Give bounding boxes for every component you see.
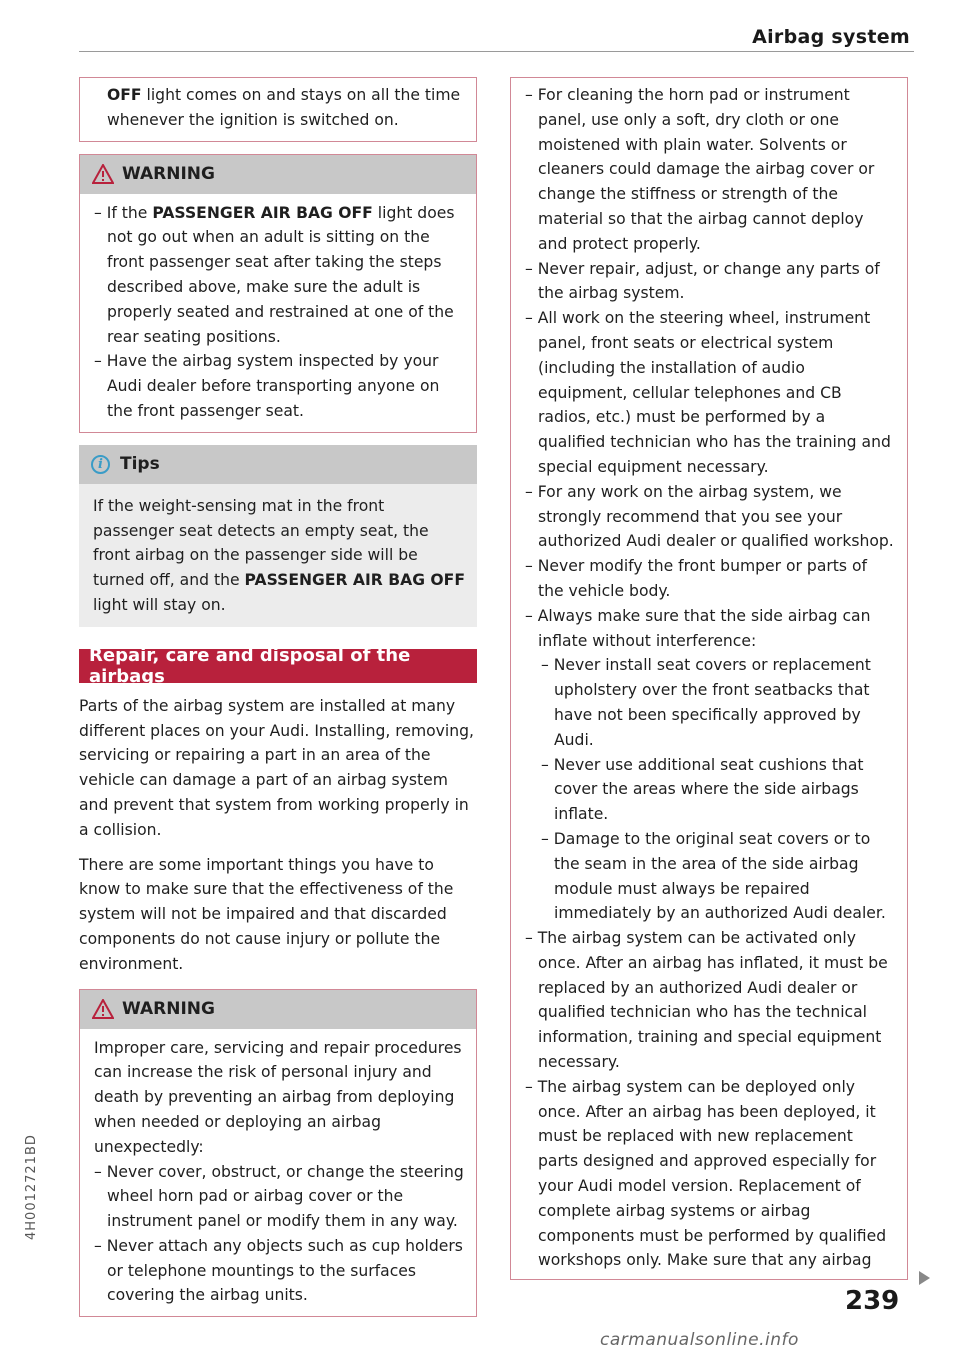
- item-text: Always make sure that the side airbag can inflate without interference:: [537, 606, 871, 650]
- list-item: – All work on the steering wheel, instrument panel, front seats or electrical system (including the installation of audio equipment, cellular telephones and CB radios, etc.) must be performed by a qualified technician who has the training and special equipment necessary.: [525, 309, 891, 476]
- continue-arrow-icon: [919, 1271, 930, 1285]
- warning-item: – Never cover, obstruct, or change the steering wheel horn pad or airbag cover or the instrument panel or modify them in any way.: [94, 1162, 464, 1231]
- tips-heading: Tips: [120, 454, 160, 475]
- item-text: Have the airbag system inspected by your Audi dealer before transporting anyone on the front passenger seat.: [106, 352, 440, 420]
- header-rule: [79, 51, 914, 52]
- list-item: – Never modify the front bumper or parts of the vehicle body.: [525, 557, 868, 600]
- item-text: Never cover, obstruct, or change the steering wheel horn pad or airbag cover or the instrument panel or modify them in any way.: [106, 1162, 464, 1231]
- tips-header: [79, 445, 477, 484]
- list-item: – The airbag system can be deployed only once. After an airbag has been deployed, it must be replaced with new replacement parts designed and approved especially for your Audi model version. Replacement of complete airbag systems or airbag components must be performed by qualified workshops only. Make sure that any airbag: [525, 1077, 887, 1270]
- warning-icon: [92, 164, 114, 184]
- item-text: For any work on the airbag system, we strongly recommend that you see your authorized Audi dealer or qualified workshop.: [537, 482, 894, 551]
- item-text: The airbag system can be activated only once. After an airbag has inflated, it must be replaced by an authorized Audi dealer or qualified technician who has the technical information, training and special equipment necessary.: [537, 929, 888, 1072]
- item-text: The airbag system can be deployed only once. After an airbag has been deployed, it must be replaced with new replacement parts designed and approved especially for your Audi model version. Replacement of complete airbag systems or airbag components must be performed by qualified workshops only. Make sure that any airbag: [537, 1077, 887, 1270]
- sub-list-item: – Never install seat covers or replacement upholstery over the front seatbacks that have not been specifically approved by Audi.: [541, 656, 871, 749]
- section-paragraph: Parts of the airbag system are installed at many different places on your Audi. Installing, removing, servicing or repairing a part in an area of the vehicle can damage a part of an airbag system and prevent that system from working properly in a collision.: [79, 696, 474, 839]
- list-item: – The airbag system can be activated only once. After an airbag has inflated, it must be replaced by an authorized Audi dealer or qualified technician who has the technical information, training and special equipment necessary.: [525, 929, 888, 1072]
- item-text: Never repair, adjust, or change any parts of the airbag system.: [537, 259, 880, 303]
- note-text: light comes on and stays on all the time whenever the ignition is switched on.: [107, 86, 461, 129]
- item-bold: PASSENGER AIR BAG OFF: [152, 203, 373, 222]
- sub-list-item: – Damage to the original seat covers or to the seam in the area of the side airbag module must always be repaired immediately by an authorized Audi dealer.: [541, 829, 886, 923]
- note-box: [79, 77, 477, 142]
- warning-body-2: [80, 1029, 476, 1317]
- right-column: [510, 77, 908, 1280]
- item-text: Never attach any objects such as cup holders or telephone mountings to the surfaces covering the airbag units.: [106, 1236, 463, 1305]
- watermark: carmanualsonline.info: [600, 1330, 799, 1350]
- list-item: – For cleaning the horn pad or instrument panel, use only a soft, dry cloth or one moistened with plain water. Solvents or cleaners could damage the airbag cover or change the stiffness or strength of the material so that the airbag cannot deploy and protect properly.: [525, 86, 875, 253]
- warning-heading-2: WARNING: [122, 999, 215, 1020]
- tips-body: [79, 484, 477, 627]
- warning-heading-1: WARNING: [122, 164, 215, 185]
- note-bold: OFF: [107, 86, 142, 104]
- warning-intro: Improper care, servicing and repair procedures can increase the risk of personal injury and death by preventing an airbag from deploying when needed or deploying an airbag unexpectedly:: [94, 1038, 462, 1156]
- warning-item: – Never attach any objects such as cup holders or telephone mountings to the surfaces covering the airbag units.: [94, 1236, 463, 1305]
- warning-item: – If the PASSENGER AIR BAG OFF light does not go out when an adult is sitting on the front passenger seat after taking the steps described above, make sure the adult is properly seated and restrained at one of the rear seating positions.: [94, 203, 455, 346]
- warning-body-1: [80, 194, 476, 432]
- item-text: All work on the steering wheel, instrument panel, front seats or electrical system (including the installation of audio equipment, cellular telephones and CB radios, etc.) must be performed by a qualified technician who has the training and special equipment necessary.: [537, 309, 891, 476]
- sub-list-item: – Never use additional seat cushions that cover the areas where the side airbags inflate.: [541, 755, 864, 824]
- warning-box-2: [79, 989, 477, 1318]
- warning-header-2: [80, 990, 476, 1029]
- warning-continuation-box: [510, 77, 908, 1280]
- page-number: 239: [845, 1286, 900, 1316]
- list-item: – Always make sure that the side airbag can inflate without interference:: [525, 606, 871, 650]
- tips-text: light will stay on.: [93, 595, 226, 614]
- warning-icon: [92, 999, 114, 1019]
- section-title: Repair, care and disposal of the airbags: [79, 649, 477, 683]
- warning-header-1: [80, 155, 476, 194]
- item-text: If the: [106, 203, 153, 222]
- tips-box: [79, 445, 477, 627]
- item-text: Damage to the original seat covers or to the seam in the area of the side airbag module must always be repaired immediately by an authorized Audi dealer.: [553, 829, 886, 923]
- left-column: [79, 77, 477, 1317]
- running-head: Airbag system: [752, 26, 910, 48]
- item-text: light does not go out when an adult is sitting on the front passenger seat after taking the steps described above, make sure the adult is properly seated and restrained at one of the rear seating positions.: [107, 203, 455, 346]
- info-icon: i: [91, 455, 110, 474]
- tips-bold: PASSENGER AIR BAG OFF: [244, 571, 465, 590]
- warning-item: – Have the airbag system inspected by your Audi dealer before transporting anyone on the front passenger seat.: [94, 352, 440, 420]
- item-text: For cleaning the horn pad or instrument panel, use only a soft, dry cloth or one moistened with plain water. Solvents or cleaners could damage the airbag cover or change the stiffness or strength of the material so that the airbag cannot deploy and protect properly.: [537, 86, 875, 253]
- item-text: Never modify the front bumper or parts of the vehicle body.: [537, 557, 868, 600]
- item-text: Never install seat covers or replacement upholstery over the front seatbacks that have not been specifically approved by Audi.: [553, 656, 871, 749]
- warning-box-1: [79, 154, 477, 433]
- section-paragraph: There are some important things you have to know to make sure that the effectiveness of the system will not be impaired and that discarded components do not cause injury or pollute the environment.: [79, 855, 454, 973]
- list-item: – For any work on the airbag system, we strongly recommend that you see your authorized Audi dealer or qualified workshop.: [525, 482, 894, 551]
- document-code: 4H0012721BD: [24, 1134, 39, 1240]
- tips-text: If the weight-sensing mat in the front passenger seat detects an empty seat, the front airbag on the passenger side will be turned off, and the: [93, 496, 429, 590]
- item-text: Never use additional seat cushions that cover the areas where the side airbags inflate.: [553, 755, 864, 824]
- list-item: – Never repair, adjust, or change any parts of the airbag system.: [525, 259, 880, 303]
